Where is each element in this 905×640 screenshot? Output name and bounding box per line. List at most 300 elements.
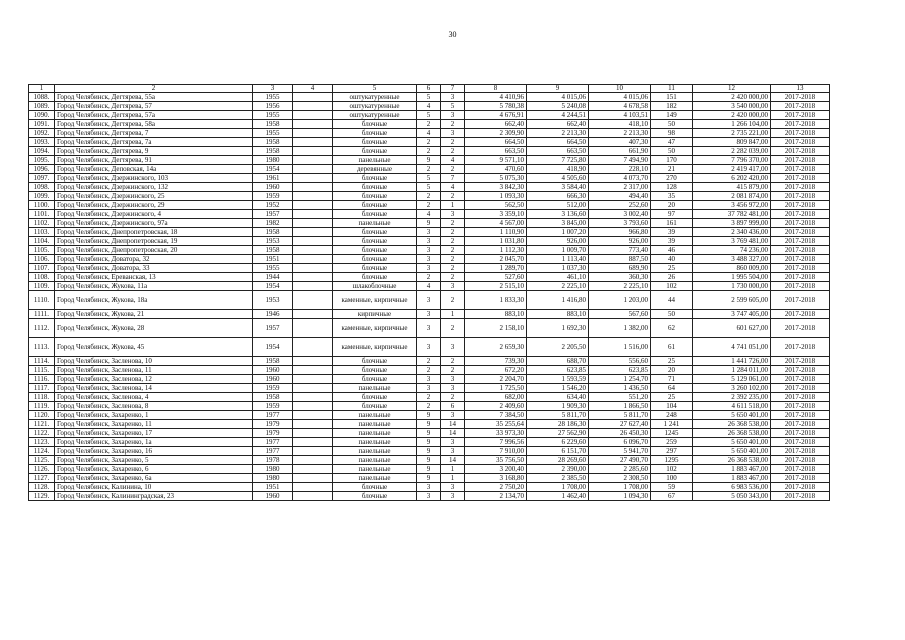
row-number-cell: 1111. (29, 310, 55, 319)
living-area-cell: 461,10 (527, 273, 589, 282)
residential-area-cell: 228,10 (589, 165, 651, 174)
row-number-cell: 1126. (29, 465, 55, 474)
year-built-cell: 1960 (253, 366, 293, 375)
wall-material-cell: блочные (333, 246, 417, 255)
residents-cell: 25 (651, 393, 693, 402)
entrances-cell: 4 (441, 183, 465, 192)
column-4-cell (293, 255, 333, 264)
living-area-cell: 1 708,00 (527, 483, 589, 492)
total-area-cell: 2 750,20 (465, 483, 527, 492)
year-built-cell: 1952 (253, 201, 293, 210)
residents-cell: 97 (651, 210, 693, 219)
column-4-cell (293, 111, 333, 120)
repair-cost-cell: 3 540 000,00 (693, 102, 771, 111)
period-cell: 2017-2018 (771, 429, 830, 438)
living-area-cell: 2 390,00 (527, 465, 589, 474)
repair-cost-cell: 1 730 000,00 (693, 282, 771, 291)
address-cell: Город Челябинск, Дегтярева, 7а (55, 138, 253, 147)
repair-cost-cell: 1 995 504,00 (693, 273, 771, 282)
entrances-cell: 3 (441, 282, 465, 291)
residential-area-cell: 407,30 (589, 138, 651, 147)
year-built-cell: 1961 (253, 174, 293, 183)
residents-cell: 98 (651, 129, 693, 138)
residential-area-cell: 773,40 (589, 246, 651, 255)
address-cell: Город Челябинск, Дегтярева, 57а (55, 111, 253, 120)
living-area-cell: 1 007,20 (527, 228, 589, 237)
address-cell: Город Челябинск, Захаренко, 16 (55, 447, 253, 456)
column-4-cell (293, 393, 333, 402)
year-built-cell: 1982 (253, 219, 293, 228)
address-cell: Город Челябинск, Захаренко, 1 (55, 411, 253, 420)
address-cell: Город Челябинск, Жукова, 21 (55, 310, 253, 319)
wall-material-cell: блочные (333, 255, 417, 264)
wall-material-cell: панельные (333, 420, 417, 429)
repair-cost-cell: 5 650 401,00 (693, 411, 771, 420)
row-number-cell: 1105. (29, 246, 55, 255)
address-cell: Город Челябинск, Жукова, 28 (55, 319, 253, 338)
residential-area-cell: 887,50 (589, 255, 651, 264)
residential-area-cell: 1 866,50 (589, 402, 651, 411)
row-number-cell: 1114. (29, 357, 55, 366)
address-cell: Город Челябинск, Дегтярева, 9 (55, 147, 253, 156)
address-cell: Город Челябинск, Жукова, 11а (55, 282, 253, 291)
address-cell: Город Челябинск, Деповская, 14а (55, 165, 253, 174)
year-built-cell: 1955 (253, 129, 293, 138)
table-row (29, 366, 830, 375)
living-area-cell: 1 462,40 (527, 492, 589, 501)
table-row (29, 492, 830, 501)
residents-cell: 151 (651, 93, 693, 102)
floors-cell: 9 (417, 438, 441, 447)
year-built-cell: 1946 (253, 310, 293, 319)
column-4-cell (293, 411, 333, 420)
column-4-cell (293, 201, 333, 210)
wall-material-cell: блочные (333, 375, 417, 384)
table-row (29, 375, 830, 384)
row-number-cell: 1109. (29, 282, 55, 291)
address-cell: Город Челябинск, Захаренко, 11 (55, 420, 253, 429)
period-cell: 2017-2018 (771, 291, 830, 310)
residents-cell: 1295 (651, 456, 693, 465)
row-number-cell: 1127. (29, 474, 55, 483)
period-cell: 2017-2018 (771, 384, 830, 393)
address-cell: Город Челябинск, Дегтярева, 91 (55, 156, 253, 165)
floors-cell: 9 (417, 474, 441, 483)
period-cell: 2017-2018 (771, 237, 830, 246)
year-built-cell: 1957 (253, 210, 293, 219)
period-cell: 2017-2018 (771, 465, 830, 474)
total-area-cell: 3 168,80 (465, 474, 527, 483)
floors-cell: 9 (417, 429, 441, 438)
table-row (29, 129, 830, 138)
address-cell: Город Челябинск, Дегтярева, 55а (55, 93, 253, 102)
floors-cell: 3 (417, 264, 441, 273)
column-4-cell (293, 438, 333, 447)
wall-material-cell: блочные (333, 237, 417, 246)
table-body (29, 93, 830, 501)
table-row (29, 338, 830, 357)
column-4-cell (293, 228, 333, 237)
period-cell: 2017-2018 (771, 255, 830, 264)
living-area-cell: 5 811,70 (527, 411, 589, 420)
floors-cell: 2 (417, 393, 441, 402)
table-row (29, 310, 830, 319)
address-cell: Город Челябинск, Захаренко, 1а (55, 438, 253, 447)
period-cell: 2017-2018 (771, 411, 830, 420)
table-row (29, 165, 830, 174)
period-cell: 2017-2018 (771, 111, 830, 120)
residential-area-cell: 252,60 (589, 201, 651, 210)
table-row (29, 219, 830, 228)
floors-cell: 3 (417, 246, 441, 255)
residential-area-cell: 4 073,70 (589, 174, 651, 183)
residential-area-cell: 567,60 (589, 310, 651, 319)
table-row (29, 438, 830, 447)
repair-cost-cell: 2 420 000,00 (693, 93, 771, 102)
repair-cost-cell: 5 650 401,00 (693, 438, 771, 447)
year-built-cell: 1979 (253, 429, 293, 438)
address-cell: Город Челябинск, Доватора, 33 (55, 264, 253, 273)
table-row (29, 393, 830, 402)
period-cell: 2017-2018 (771, 102, 830, 111)
residents-cell: 104 (651, 402, 693, 411)
row-number-cell: 1089. (29, 102, 55, 111)
column-4-cell (293, 384, 333, 393)
floors-cell: 9 (417, 411, 441, 420)
entrances-cell: 2 (441, 319, 465, 338)
entrances-cell: 2 (441, 264, 465, 273)
year-built-cell: 1959 (253, 192, 293, 201)
row-number-cell: 1091. (29, 120, 55, 129)
total-area-cell: 3 359,10 (465, 210, 527, 219)
entrances-cell: 2 (441, 237, 465, 246)
table-row (29, 138, 830, 147)
wall-material-cell: блочные (333, 264, 417, 273)
residents-cell: 35 (651, 192, 693, 201)
entrances-cell: 5 (441, 102, 465, 111)
repair-cost-cell: 26 368 538,00 (693, 456, 771, 465)
housing-register-table (28, 84, 830, 501)
floors-cell: 3 (417, 237, 441, 246)
row-number-cell: 1107. (29, 264, 55, 273)
year-built-cell: 1980 (253, 465, 293, 474)
repair-cost-cell: 415 879,00 (693, 183, 771, 192)
living-area-cell: 2 205,50 (527, 338, 589, 357)
col-header-11: 11 (651, 85, 693, 93)
repair-cost-cell: 5 050 343,00 (693, 492, 771, 501)
living-area-cell: 1 037,30 (527, 264, 589, 273)
period-cell: 2017-2018 (771, 420, 830, 429)
residential-area-cell: 418,10 (589, 120, 651, 129)
repair-cost-cell: 6 202 420,00 (693, 174, 771, 183)
wall-material-cell: деревянные (333, 165, 417, 174)
total-area-cell: 562,50 (465, 201, 527, 210)
entrances-cell: 1 (441, 474, 465, 483)
col-header-3: 3 (253, 85, 293, 93)
row-number-cell: 1113. (29, 338, 55, 357)
entrances-cell: 3 (441, 210, 465, 219)
wall-material-cell: панельные (333, 156, 417, 165)
residential-area-cell: 7 494,90 (589, 156, 651, 165)
address-cell: Город Челябинск, Днепропетровская, 19 (55, 237, 253, 246)
residential-area-cell: 2 285,60 (589, 465, 651, 474)
entrances-cell: 6 (441, 402, 465, 411)
wall-material-cell: панельные (333, 384, 417, 393)
residential-area-cell: 551,20 (589, 393, 651, 402)
entrances-cell: 2 (441, 228, 465, 237)
wall-material-cell: панельные (333, 447, 417, 456)
floors-cell: 2 (417, 357, 441, 366)
wall-material-cell: панельные (333, 438, 417, 447)
table-row (29, 237, 830, 246)
wall-material-cell: блочные (333, 138, 417, 147)
total-area-cell: 2 204,70 (465, 375, 527, 384)
row-number-cell: 1125. (29, 456, 55, 465)
table-row (29, 420, 830, 429)
repair-cost-cell: 2 419 417,00 (693, 165, 771, 174)
table-row (29, 174, 830, 183)
row-number-cell: 1093. (29, 138, 55, 147)
col-header-2: 2 (55, 85, 253, 93)
floors-cell: 9 (417, 447, 441, 456)
address-cell: Город Челябинск, Ереванская, 13 (55, 273, 253, 282)
row-number-cell: 1123. (29, 438, 55, 447)
residents-cell: 1 241 (651, 420, 693, 429)
floors-cell: 5 (417, 183, 441, 192)
floors-cell: 2 (417, 192, 441, 201)
address-cell: Город Челябинск, Калинина, 10 (55, 483, 253, 492)
year-built-cell: 1958 (253, 357, 293, 366)
row-number-cell: 1110. (29, 291, 55, 310)
address-cell: Город Челябинск, Дзержинского, 29 (55, 201, 253, 210)
wall-material-cell: блочные (333, 366, 417, 375)
row-number-cell: 1122. (29, 429, 55, 438)
year-built-cell: 1954 (253, 282, 293, 291)
address-cell: Город Челябинск, Дзержинского, 103 (55, 174, 253, 183)
repair-cost-cell: 2 735 221,00 (693, 129, 771, 138)
repair-cost-cell: 601 627,00 (693, 319, 771, 338)
column-4-cell (293, 319, 333, 338)
residents-cell: 67 (651, 492, 693, 501)
residents-cell: 248 (651, 411, 693, 420)
living-area-cell: 512,00 (527, 201, 589, 210)
column-4-cell (293, 192, 333, 201)
year-built-cell: 1955 (253, 93, 293, 102)
column-4-cell (293, 492, 333, 501)
address-cell: Город Челябинск, Дегтярева, 7 (55, 129, 253, 138)
address-cell: Город Челябинск, Захаренко, 6 (55, 465, 253, 474)
row-number-cell: 1108. (29, 273, 55, 282)
residential-area-cell: 360,30 (589, 273, 651, 282)
floors-cell: 9 (417, 156, 441, 165)
residential-area-cell: 3 002,40 (589, 210, 651, 219)
table-row (29, 384, 830, 393)
residential-area-cell: 3 793,60 (589, 219, 651, 228)
total-area-cell: 2 158,10 (465, 319, 527, 338)
repair-cost-cell: 5 129 061,00 (693, 375, 771, 384)
table-row (29, 465, 830, 474)
residents-cell: 39 (651, 228, 693, 237)
year-built-cell: 1954 (253, 338, 293, 357)
table-row (29, 210, 830, 219)
residents-cell: 102 (651, 282, 693, 291)
total-area-cell: 1 031,80 (465, 237, 527, 246)
address-cell: Город Челябинск, Днепропетровская, 18 (55, 228, 253, 237)
period-cell: 2017-2018 (771, 147, 830, 156)
residential-area-cell: 494,40 (589, 192, 651, 201)
period-cell: 2017-2018 (771, 93, 830, 102)
year-built-cell: 1958 (253, 228, 293, 237)
total-area-cell: 2 659,30 (465, 338, 527, 357)
residential-area-cell: 556,60 (589, 357, 651, 366)
residential-area-cell: 2 225,10 (589, 282, 651, 291)
year-built-cell: 1958 (253, 120, 293, 129)
total-area-cell: 7 384,50 (465, 411, 527, 420)
address-cell: Город Челябинск, Дзержинского, 97а (55, 219, 253, 228)
year-built-cell: 1977 (253, 447, 293, 456)
entrances-cell: 2 (441, 366, 465, 375)
entrances-cell: 3 (441, 438, 465, 447)
period-cell: 2017-2018 (771, 165, 830, 174)
total-area-cell: 2 045,70 (465, 255, 527, 264)
residents-cell: 39 (651, 237, 693, 246)
wall-material-cell: блочные (333, 483, 417, 492)
period-cell: 2017-2018 (771, 129, 830, 138)
living-area-cell: 1 593,59 (527, 375, 589, 384)
residents-cell: 47 (651, 138, 693, 147)
living-area-cell: 663,50 (527, 147, 589, 156)
residents-cell: 26 (651, 273, 693, 282)
floors-cell: 4 (417, 102, 441, 111)
wall-material-cell: блочные (333, 174, 417, 183)
column-4-cell (293, 420, 333, 429)
year-built-cell: 1960 (253, 492, 293, 501)
entrances-cell: 3 (441, 447, 465, 456)
col-header-10: 10 (589, 85, 651, 93)
column-4-cell (293, 138, 333, 147)
row-number-cell: 1118. (29, 393, 55, 402)
residents-cell: 25 (651, 264, 693, 273)
row-number-cell: 1121. (29, 420, 55, 429)
table-row (29, 120, 830, 129)
column-4-cell (293, 357, 333, 366)
wall-material-cell: панельные (333, 219, 417, 228)
repair-cost-cell: 4 611 518,00 (693, 402, 771, 411)
column-4-cell (293, 310, 333, 319)
row-number-cell: 1119. (29, 402, 55, 411)
row-number-cell: 1097. (29, 174, 55, 183)
column-4-cell (293, 474, 333, 483)
living-area-cell: 1 416,80 (527, 291, 589, 310)
entrances-cell: 2 (441, 393, 465, 402)
residential-area-cell: 2 213,30 (589, 129, 651, 138)
column-4-cell (293, 147, 333, 156)
residents-cell: 270 (651, 174, 693, 183)
living-area-cell: 5 240,08 (527, 102, 589, 111)
living-area-cell: 1 546,20 (527, 384, 589, 393)
residents-cell: 61 (651, 338, 693, 357)
residents-cell: 182 (651, 102, 693, 111)
total-area-cell: 2 309,90 (465, 129, 527, 138)
row-number-cell: 1096. (29, 165, 55, 174)
floors-cell: 4 (417, 210, 441, 219)
wall-material-cell: оштукатуренные (333, 93, 417, 102)
floors-cell: 2 (417, 366, 441, 375)
period-cell: 2017-2018 (771, 156, 830, 165)
column-4-cell (293, 291, 333, 310)
address-cell: Город Челябинск, Дзержинского, 4 (55, 210, 253, 219)
floors-cell: 9 (417, 420, 441, 429)
table-row (29, 474, 830, 483)
residential-area-cell: 26 450,30 (589, 429, 651, 438)
wall-material-cell: блочные (333, 183, 417, 192)
row-number-cell: 1092. (29, 129, 55, 138)
column-4-cell (293, 273, 333, 282)
repair-cost-cell: 1 284 011,00 (693, 366, 771, 375)
entrances-cell: 3 (441, 483, 465, 492)
repair-cost-cell: 2 599 605,00 (693, 291, 771, 310)
repair-cost-cell: 74 236,00 (693, 246, 771, 255)
repair-cost-cell: 2 392 235,00 (693, 393, 771, 402)
residents-cell: 297 (651, 447, 693, 456)
repair-cost-cell: 860 009,00 (693, 264, 771, 273)
living-area-cell: 28 186,30 (527, 420, 589, 429)
period-cell: 2017-2018 (771, 438, 830, 447)
residents-cell: 44 (651, 291, 693, 310)
total-area-cell: 2 515,10 (465, 282, 527, 291)
total-area-cell: 4 410,96 (465, 93, 527, 102)
year-built-cell: 1958 (253, 246, 293, 255)
wall-material-cell: блочные (333, 147, 417, 156)
repair-cost-cell: 6 983 536,00 (693, 483, 771, 492)
floors-cell: 5 (417, 111, 441, 120)
row-number-cell: 1103. (29, 228, 55, 237)
table-row (29, 201, 830, 210)
residential-area-cell: 5 941,70 (589, 447, 651, 456)
year-built-cell: 1960 (253, 183, 293, 192)
table-row (29, 291, 830, 310)
residents-cell: 149 (651, 111, 693, 120)
floors-cell: 3 (417, 483, 441, 492)
total-area-cell: 5 075,30 (465, 174, 527, 183)
period-cell: 2017-2018 (771, 273, 830, 282)
floors-cell: 3 (417, 310, 441, 319)
floors-cell: 4 (417, 129, 441, 138)
total-area-cell: 7 910,00 (465, 447, 527, 456)
total-area-cell: 1 112,30 (465, 246, 527, 255)
repair-cost-cell: 3 488 327,00 (693, 255, 771, 264)
col-header-12: 12 (693, 85, 771, 93)
column-4-cell (293, 237, 333, 246)
period-cell: 2017-2018 (771, 210, 830, 219)
column-4-cell (293, 156, 333, 165)
living-area-cell: 2 213,30 (527, 129, 589, 138)
table-row (29, 429, 830, 438)
repair-cost-cell: 1 266 104,00 (693, 120, 771, 129)
total-area-cell: 9 571,10 (465, 156, 527, 165)
period-cell: 2017-2018 (771, 357, 830, 366)
floors-cell: 9 (417, 456, 441, 465)
row-number-cell: 1116. (29, 375, 55, 384)
period-cell: 2017-2018 (771, 282, 830, 291)
total-area-cell: 4 567,00 (465, 219, 527, 228)
floors-cell: 9 (417, 219, 441, 228)
residents-cell: 50 (651, 147, 693, 156)
column-4-cell (293, 102, 333, 111)
wall-material-cell: панельные (333, 429, 417, 438)
wall-material-cell: блочные (333, 120, 417, 129)
living-area-cell: 634,40 (527, 393, 589, 402)
